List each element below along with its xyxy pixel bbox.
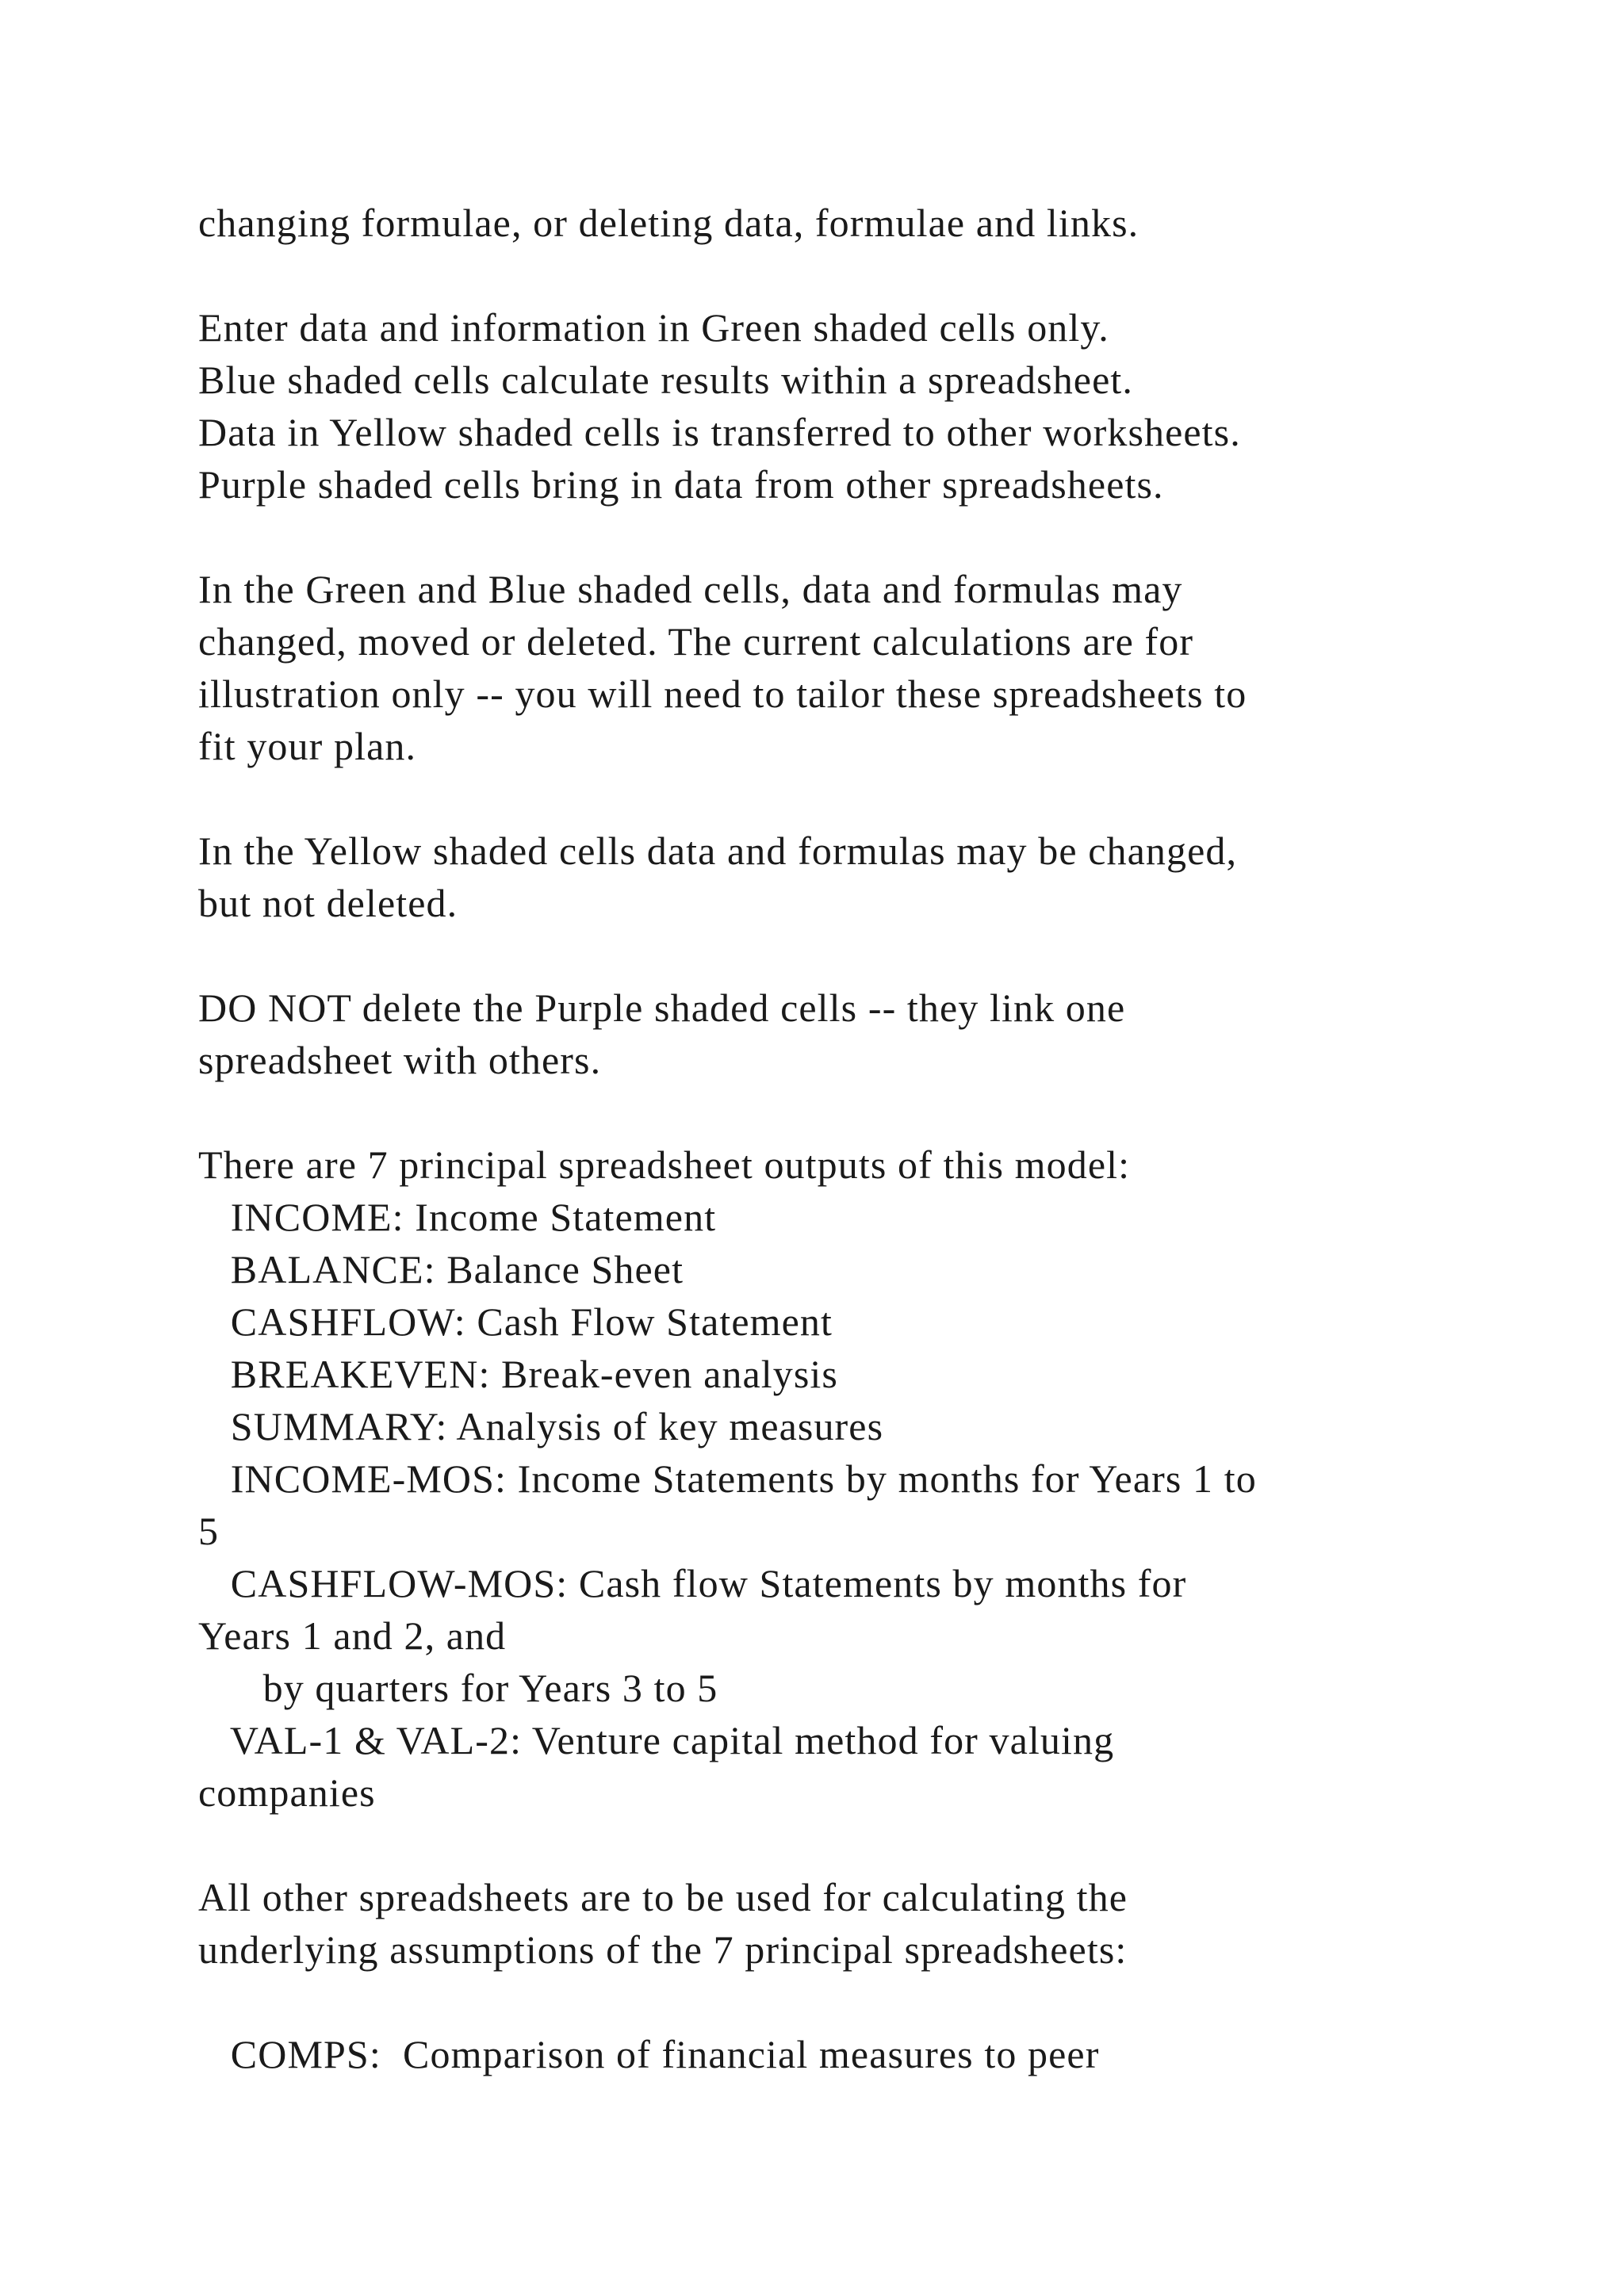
text-line: COMPS: Comparison of financial measures to peer [198,2032,1100,2076]
text-line: changing formulae, or deleting data, formulae and links. [198,201,1139,245]
document-body [198,197,1546,2080]
text-line: In the Green and Blue shaded cells, data and formulas may [198,567,1183,611]
text-line: Years 1 and 2, and [198,1613,507,1658]
text-line: There are 7 principal spreadsheet outputs of this model: [198,1142,1131,1187]
blank-line [198,929,1546,982]
text-line: Purple shaded cells bring in data from other spreadsheets. [198,462,1164,507]
text-line: CASHFLOW-MOS: Cash flow Statements by months for [198,1561,1187,1605]
text-line: CASHFLOW: Cash Flow Statement [198,1299,833,1344]
text-line: VAL-1 & VAL-2: Venture capital method for valuing [198,1718,1115,1762]
text-line: Data in Yellow shaded cells is transferred to other worksheets. [198,410,1241,454]
text-line: but not deleted. [198,881,458,925]
text-line: companies [198,1770,376,1815]
text-line: illustration only -- you will need to tailor these spreadsheets to [198,672,1247,716]
blank-line [198,511,1546,563]
text-line: INCOME: Income Statement [198,1195,717,1239]
text-line: 5 [198,1509,220,1553]
blank-line [198,772,1546,825]
text-line: Blue shaded cells calculate results within a spreadsheet. [198,358,1133,402]
text-line: by quarters for Years 3 to 5 [198,1666,718,1710]
text-line: underlying assumptions of the 7 principal spreadsheets: [198,1927,1128,1972]
blank-line [198,1086,1546,1138]
text-line: DO NOT delete the Purple shaded cells -- they link one [198,985,1126,1030]
text-line: changed, moved or deleted. The current calculations are for [198,619,1194,664]
blank-line [198,1819,1546,1871]
text-line: BALANCE: Balance Sheet [198,1247,684,1292]
text-line: In the Yellow shaded cells data and formulas may be changed, [198,828,1238,873]
text-line: fit your plan. [198,724,417,768]
text-line: Enter data and information in Green shaded cells only. [198,305,1109,350]
text-line: INCOME-MOS: Income Statements by months for Years 1 to [198,1456,1257,1501]
blank-line [198,1976,1546,2028]
text-line: All other spreadsheets are to be used for calculating the [198,1875,1128,1919]
text-line: BREAKEVEN: Break-even analysis [198,1352,838,1396]
text-line: SUMMARY: Analysis of key measures [198,1404,884,1448]
text-line: spreadsheet with others. [198,1038,602,1082]
blank-line [198,249,1546,301]
